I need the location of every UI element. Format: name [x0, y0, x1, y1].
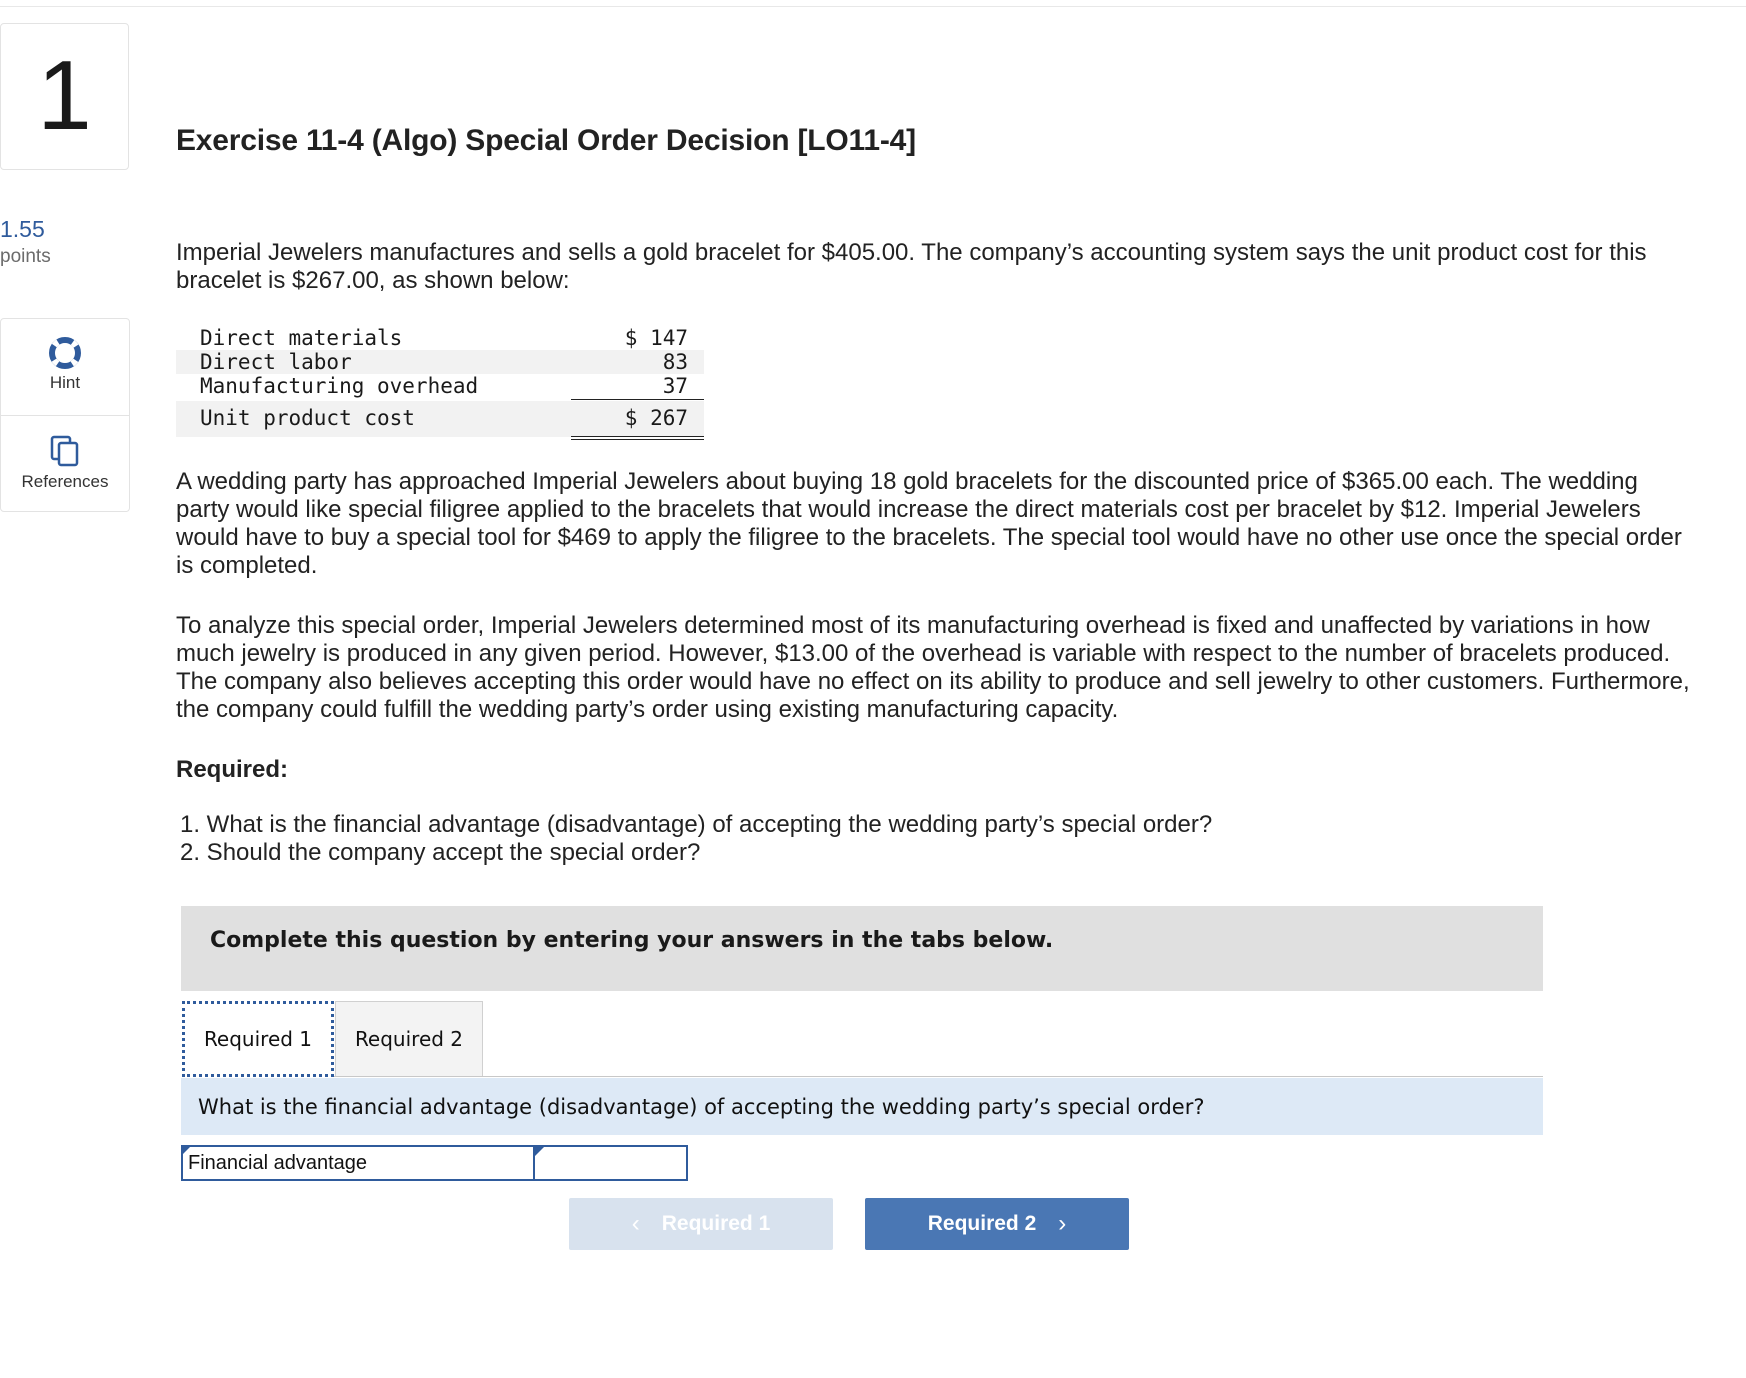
answer-label: Financial advantage — [183, 1147, 535, 1179]
points-label: points — [0, 246, 51, 267]
cost-total-label: Unit product cost — [200, 406, 415, 430]
required-item: 1. What is the financial advantage (disadvantage) of accepting the wedding party’s special order? — [180, 811, 1213, 838]
instruction-bar — [181, 906, 1543, 991]
prev-required-button[interactable] — [569, 1198, 833, 1250]
prev-button-label: Required 1 — [661, 1212, 771, 1235]
tab-required-1[interactable]: Required 1 — [182, 1001, 334, 1077]
cost-total-value: $ 267 — [624, 406, 688, 430]
cost-row-label: Manufacturing overhead — [200, 374, 479, 398]
copy-icon — [49, 434, 81, 468]
cost-total-row — [176, 401, 704, 437]
cost-row-value: 83 — [662, 350, 688, 374]
cost-row — [176, 374, 704, 398]
cost-row-label: Direct labor — [200, 350, 352, 374]
top-divider — [0, 6, 1746, 7]
lifebuoy-icon — [49, 337, 81, 369]
financial-advantage-input[interactable] — [537, 1147, 686, 1179]
instruction-text: Complete this question by entering your answers in the tabs below. — [210, 928, 1054, 953]
cost-row — [176, 326, 704, 350]
tab-baseline — [334, 1076, 1543, 1077]
cost-row-value: $ 147 — [624, 326, 688, 350]
required-heading: Required: — [176, 756, 289, 783]
hint-button[interactable] — [1, 319, 129, 415]
chevron-left-icon: ‹ — [631, 1210, 640, 1237]
next-button-label: Required 2 — [927, 1212, 1037, 1235]
question-number-box — [0, 23, 129, 170]
references-label: References — [21, 472, 109, 491]
intro-paragraph: Imperial Jewelers manufactures and sells a gold bracelet for $405.00. The company’s accounting system says the unit product cost for this bracelet is $267.00, as shown below: — [176, 239, 1647, 294]
required-list — [180, 811, 1212, 867]
analysis-paragraph: To analyze this special order, Imperial Jewelers determined most of its manufacturing overhead is fixed and unaffected by variations in how much jewelry is produced in any given period. However, $13.00 of the overhead is variable with respect to the number of bracelets produced. The company also believes accepting this order would have no effect on its ability to produce and sell jewelry to other customers. Furthermore, the company could fulfill the wedding party’s order using existing manufacturing capacity. — [176, 612, 1690, 723]
question-number: 1 — [37, 39, 92, 150]
cost-row-value: 37 — [662, 374, 688, 398]
required-item: 2. Should the company accept the special order? — [180, 839, 701, 866]
tab-required-2[interactable]: Required 2 — [335, 1001, 483, 1077]
exercise-title: Exercise 11-4 (Algo) Special Order Decision [LO11-4] — [176, 124, 916, 157]
wedding-paragraph: A wedding party has approached Imperial Jewelers about buying 18 gold bracelets for the discounted price of $365.00 each. The wedding party would like special filigree applied to the bracelets that would increase the direct materials cost per bracelet by $12. Imperial Jewelers would have to buy a special tool for $469 to apply the filigree to the bracelets. The special tool would have no other use once the special order is completed. — [176, 468, 1682, 579]
subtotal-rule — [571, 399, 704, 400]
total-double-rule — [571, 436, 704, 440]
tools-panel — [0, 318, 130, 512]
question-text: What is the financial advantage (disadvantage) of accepting the wedding party’s special order? — [198, 1095, 1205, 1119]
question-bar — [181, 1078, 1543, 1135]
hint-label: Hint — [49, 373, 81, 392]
cost-table — [176, 326, 704, 437]
points-value: 1.55 — [0, 216, 45, 242]
chevron-right-icon: › — [1058, 1210, 1067, 1237]
next-required-button[interactable] — [865, 1198, 1129, 1250]
references-button[interactable] — [1, 415, 129, 512]
cost-row — [176, 350, 704, 374]
cost-row-label: Direct materials — [200, 326, 403, 350]
answer-row — [181, 1145, 688, 1181]
